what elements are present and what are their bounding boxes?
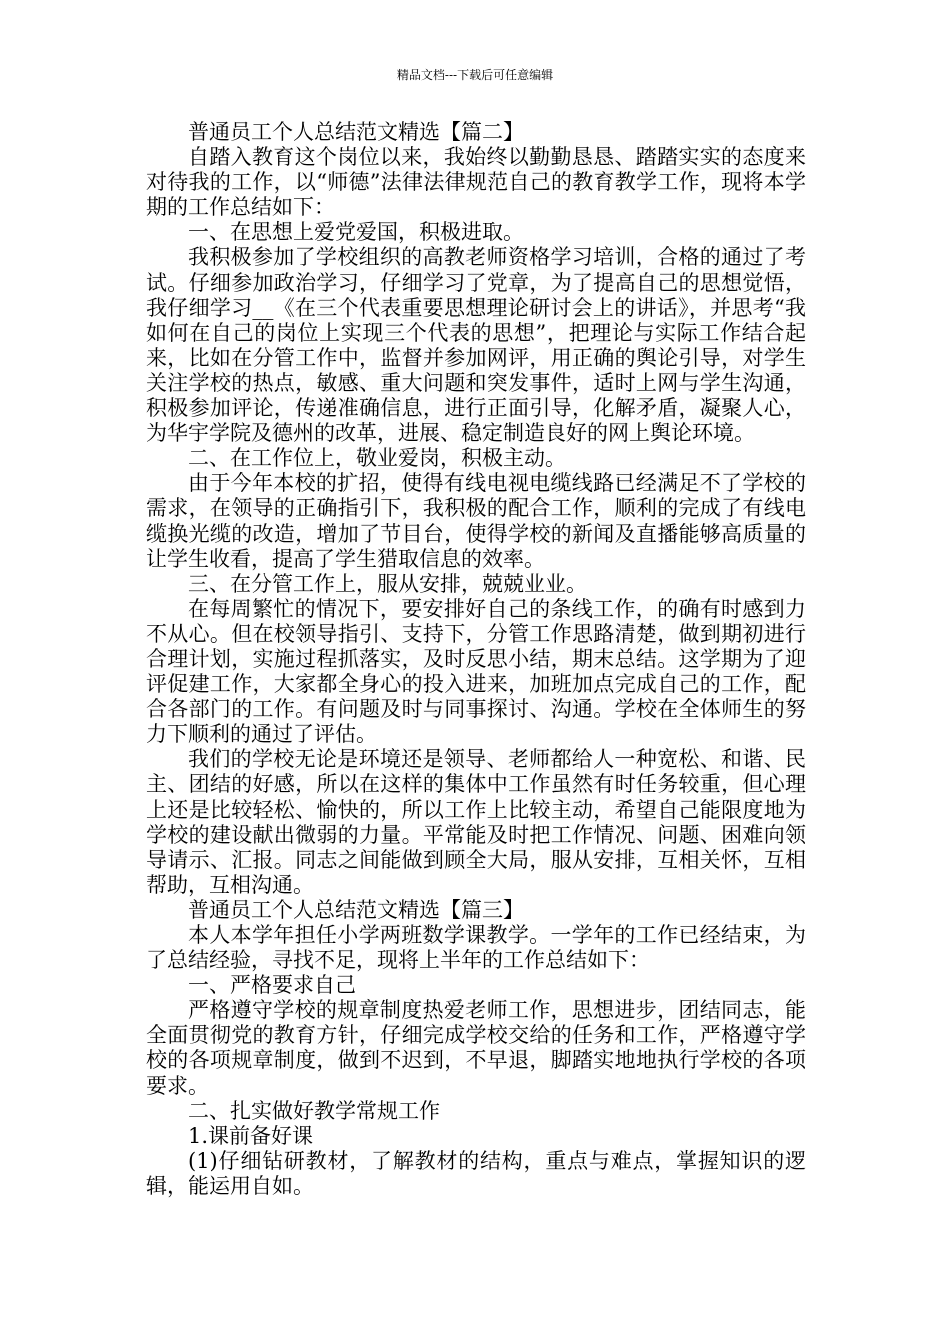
document-body xyxy=(146,120,806,1199)
section-title-part2: 普通员工个人总结范文精选【篇二】 xyxy=(188,120,524,144)
paragraph: 本人本学年担任小学两班数学课教学。一学年的工作已经结束，为了总结经验，寻找不足，现将上半年的工作总结如下： xyxy=(146,923,806,973)
paragraph: 严格遵守学校的规章制度热爱老师工作，思想进步，团结同志，能全面贯彻党的教育方针，仔细完成学校交给的任务和工作，严格遵守学校的各项规章制度，做到不迟到，不早退，脚踏实地地执行学校的各项要求。 xyxy=(146,998,806,1098)
subheading: 二、在工作位上，敬业爱岗，积极主动。 xyxy=(188,446,566,471)
paragraph: 我们的学校无论是环境还是领导、老师都给人一种宽松、和谐、民主、团结的好感，所以在这样的集体中工作虽然有时任务较重，但心理上还是比较轻松、愉快的，所以工作上比较主动，希望自己能限度地为学校的建设献出微弱的力量。平常能及时把工作情况、问题、困难向领导请示、汇报。同志之间能做到顾全大局，服从安排，互相关怀，互相帮助，互相沟通。 xyxy=(146,747,806,897)
subheading: 1.课前备好课 xyxy=(188,1123,314,1148)
paragraph: 由于今年本校的扩招，使得有线电视电缆线路已经满足不了学校的需求，在领导的正确指引下，我积极的配合工作，顺利的完成了有线电缆换光缆的改造，增加了节目台，使得学校的新闻及直播能够高质量的让学生收看，提高了学生猎取信息的效率。 xyxy=(146,471,806,571)
subheading: 一、在思想上爱党爱国，积极进取。 xyxy=(188,220,524,245)
paragraph: 自踏入教育这个岗位以来，我始终以勤勤恳恳、踏踏实实的态度来对待我的工作，以“师德”法律法律规范自己的教育教学工作，现将本学期的工作总结如下： xyxy=(146,145,806,220)
section-title-part3: 普通员工个人总结范文精选【篇三】 xyxy=(188,897,524,922)
paragraph: 我积极参加了学校组织的高教老师资格学习培训，合格的通过了考试。仔细参加政治学习，仔细学习了党章，为了提高自己的思想觉悟，我仔细学习__《在三个代表重要思想理论研讨会上的讲话》，并思考“我如何在自己的岗位上实现三个代表的思想”，把理论与实际工作结合起来，比如在分管工作中，监督并参加网评，用正确的舆论引导，对学生关注学校的热点，敏感、重大问题和突发事件，适时上网与学生沟通，积极参加评论，传递准确信息，进行正面引导，化解矛盾，凝聚人心，为华宇学院及德州的改革，进展、稳定制造良好的网上舆论环境。 xyxy=(146,245,806,446)
subheading: 二、扎实做好教学常规工作 xyxy=(188,1098,440,1123)
page-header: 精品文档---下载后可任意编辑 xyxy=(396,68,554,82)
paragraph: (1)仔细钻研教材，了解教材的结构，重点与难点，掌握知识的逻辑，能运用自如。 xyxy=(146,1148,806,1198)
subheading: 三、在分管工作上，服从安排，兢兢业业。 xyxy=(188,571,587,596)
subheading: 一、严格要求自己 xyxy=(188,973,356,998)
paragraph: 在每周繁忙的情况下，要安排好自己的条线工作，的确有时感到力不从心。但在校领导指引、支持下，分管工作思路清楚，做到期初进行合理计划，实施过程抓落实，及时反思小结，期末总结。这学期为了迎评促建工作，大家都全身心的投入进来，加班加点完成自己的工作，配合各部门的工作。有问题及时与同事探讨、沟通。学校在全体师生的努力下顺利的通过了评估。 xyxy=(146,596,806,747)
